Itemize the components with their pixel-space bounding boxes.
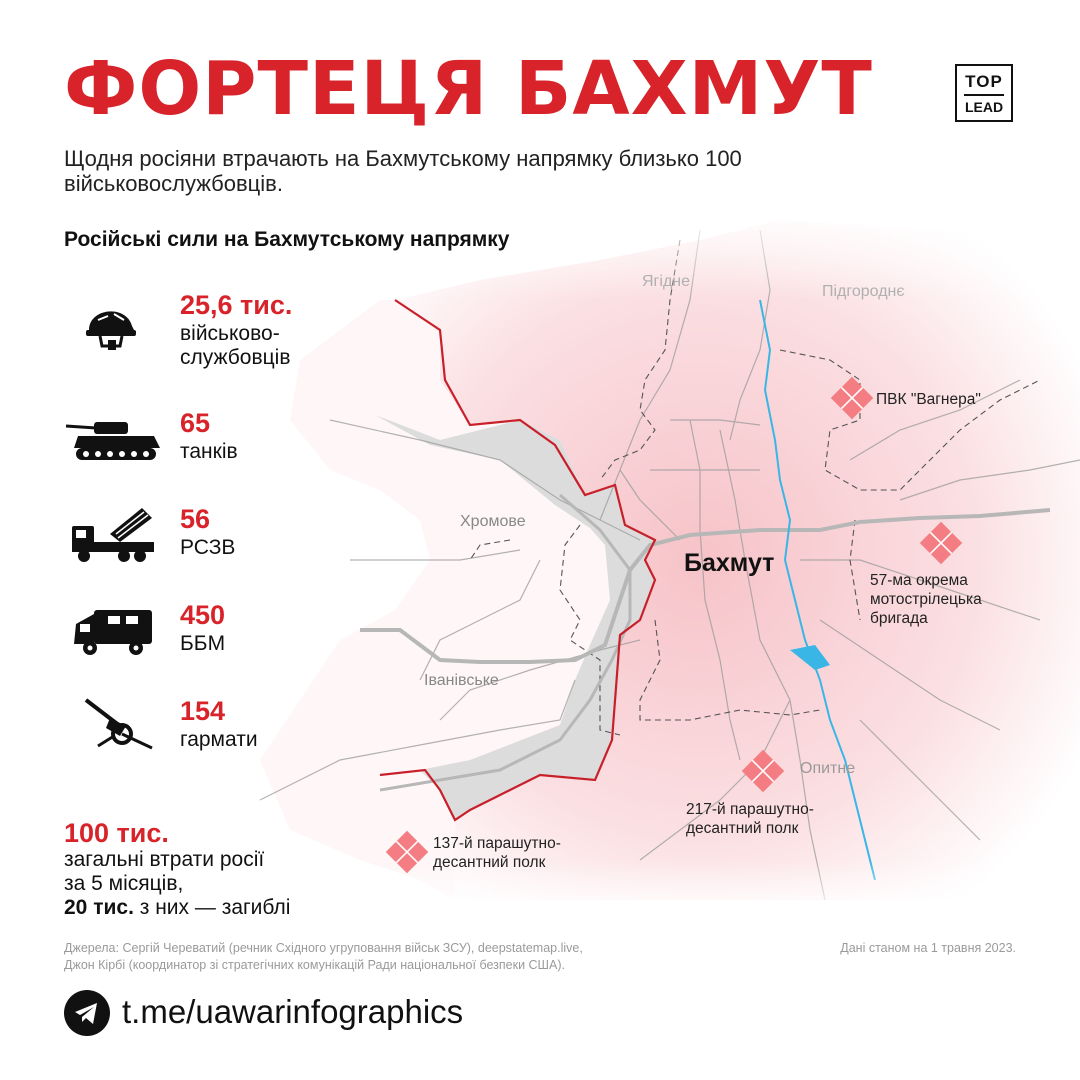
stat-troops [64, 290, 384, 370]
stat-tanks-label: танків [180, 440, 238, 463]
toplead-logo [955, 64, 1013, 122]
armored-vehicle-icon [64, 600, 164, 670]
stat-tanks [64, 408, 384, 488]
subtitle: Щодня росіяни втрачають на Бахмутському напрямку близько 100 військовослужбовців. [64, 146, 742, 196]
stat-artillery [64, 696, 384, 776]
stat-artillery-value: 154 [180, 696, 226, 726]
unit-label-wagner: ПВК "Вагнера" [876, 391, 981, 408]
tank-icon [64, 408, 164, 478]
stat-armored-vehicles [64, 600, 384, 680]
losses-line1: загальні втрати росії [64, 848, 265, 871]
place-opytne: Опитне [800, 760, 856, 777]
stat-artillery-label: гармати [180, 728, 258, 751]
city-label: Бахмут [684, 549, 775, 577]
page-title: ФОРТЕЦЯ БАХМУТ [64, 46, 873, 132]
helmet-icon [64, 290, 164, 360]
place-khromove: Хромове [460, 513, 526, 530]
stat-mlrs [64, 504, 384, 584]
stat-troops-value: 25,6 тис. [180, 290, 293, 320]
place-pidhorodne: Підгороднє [822, 283, 905, 300]
losses-killed-value: 20 тис. [64, 896, 134, 919]
sources-line1: Джерела: Сергій Череватий (речник Східного угруповання військ ЗСУ), deepstatemap.live, [64, 941, 583, 955]
section-title: Російські сили на Бахмутському напрямку [64, 228, 510, 251]
sources [64, 940, 744, 974]
stat-armored-vehicles-label: ББМ [180, 632, 226, 655]
telegram-icon[interactable] [64, 990, 110, 1036]
losses-killed-text: з них — загиблі [133, 896, 291, 919]
stat-mlrs-label: РСЗВ [180, 536, 236, 559]
place-yahidne: Ягідне [642, 273, 691, 290]
place-ivanivske: Іванівське [424, 672, 499, 689]
unit-label-137-regiment: 137-й парашутно- десантний полк [433, 835, 561, 871]
stat-armored-vehicles-value: 450 [180, 600, 226, 630]
stat-troops-label: військово- службовців [180, 322, 291, 369]
unit-label-57-brigade: 57-ма окрема мотострілецька бригада [870, 572, 982, 627]
total-losses [64, 818, 404, 920]
losses-value: 100 тис. [64, 818, 169, 848]
stat-mlrs-value: 56 [180, 504, 211, 534]
logo-top-text: TOP [965, 72, 1003, 91]
telegram-link[interactable]: t.me/uawarinfographics [122, 993, 464, 1030]
data-date: Дані станом на 1 травня 2023. [840, 941, 1016, 955]
unit-label-217-regiment: 217-й парашутно- десантний полк [686, 801, 814, 837]
logo-divider [964, 94, 1004, 96]
sources-line2: Джон Кірбі (координатор зі стратегічних комунікацій Ради національної безпеки США). [64, 958, 565, 972]
artillery-gun-icon [64, 696, 164, 766]
stat-tanks-value: 65 [180, 408, 211, 438]
logo-bottom-text: LEAD [964, 99, 1004, 115]
rocket-launcher-icon [64, 504, 164, 574]
losses-killed [64, 896, 404, 920]
losses-line2: за 5 місяців, [64, 872, 184, 895]
